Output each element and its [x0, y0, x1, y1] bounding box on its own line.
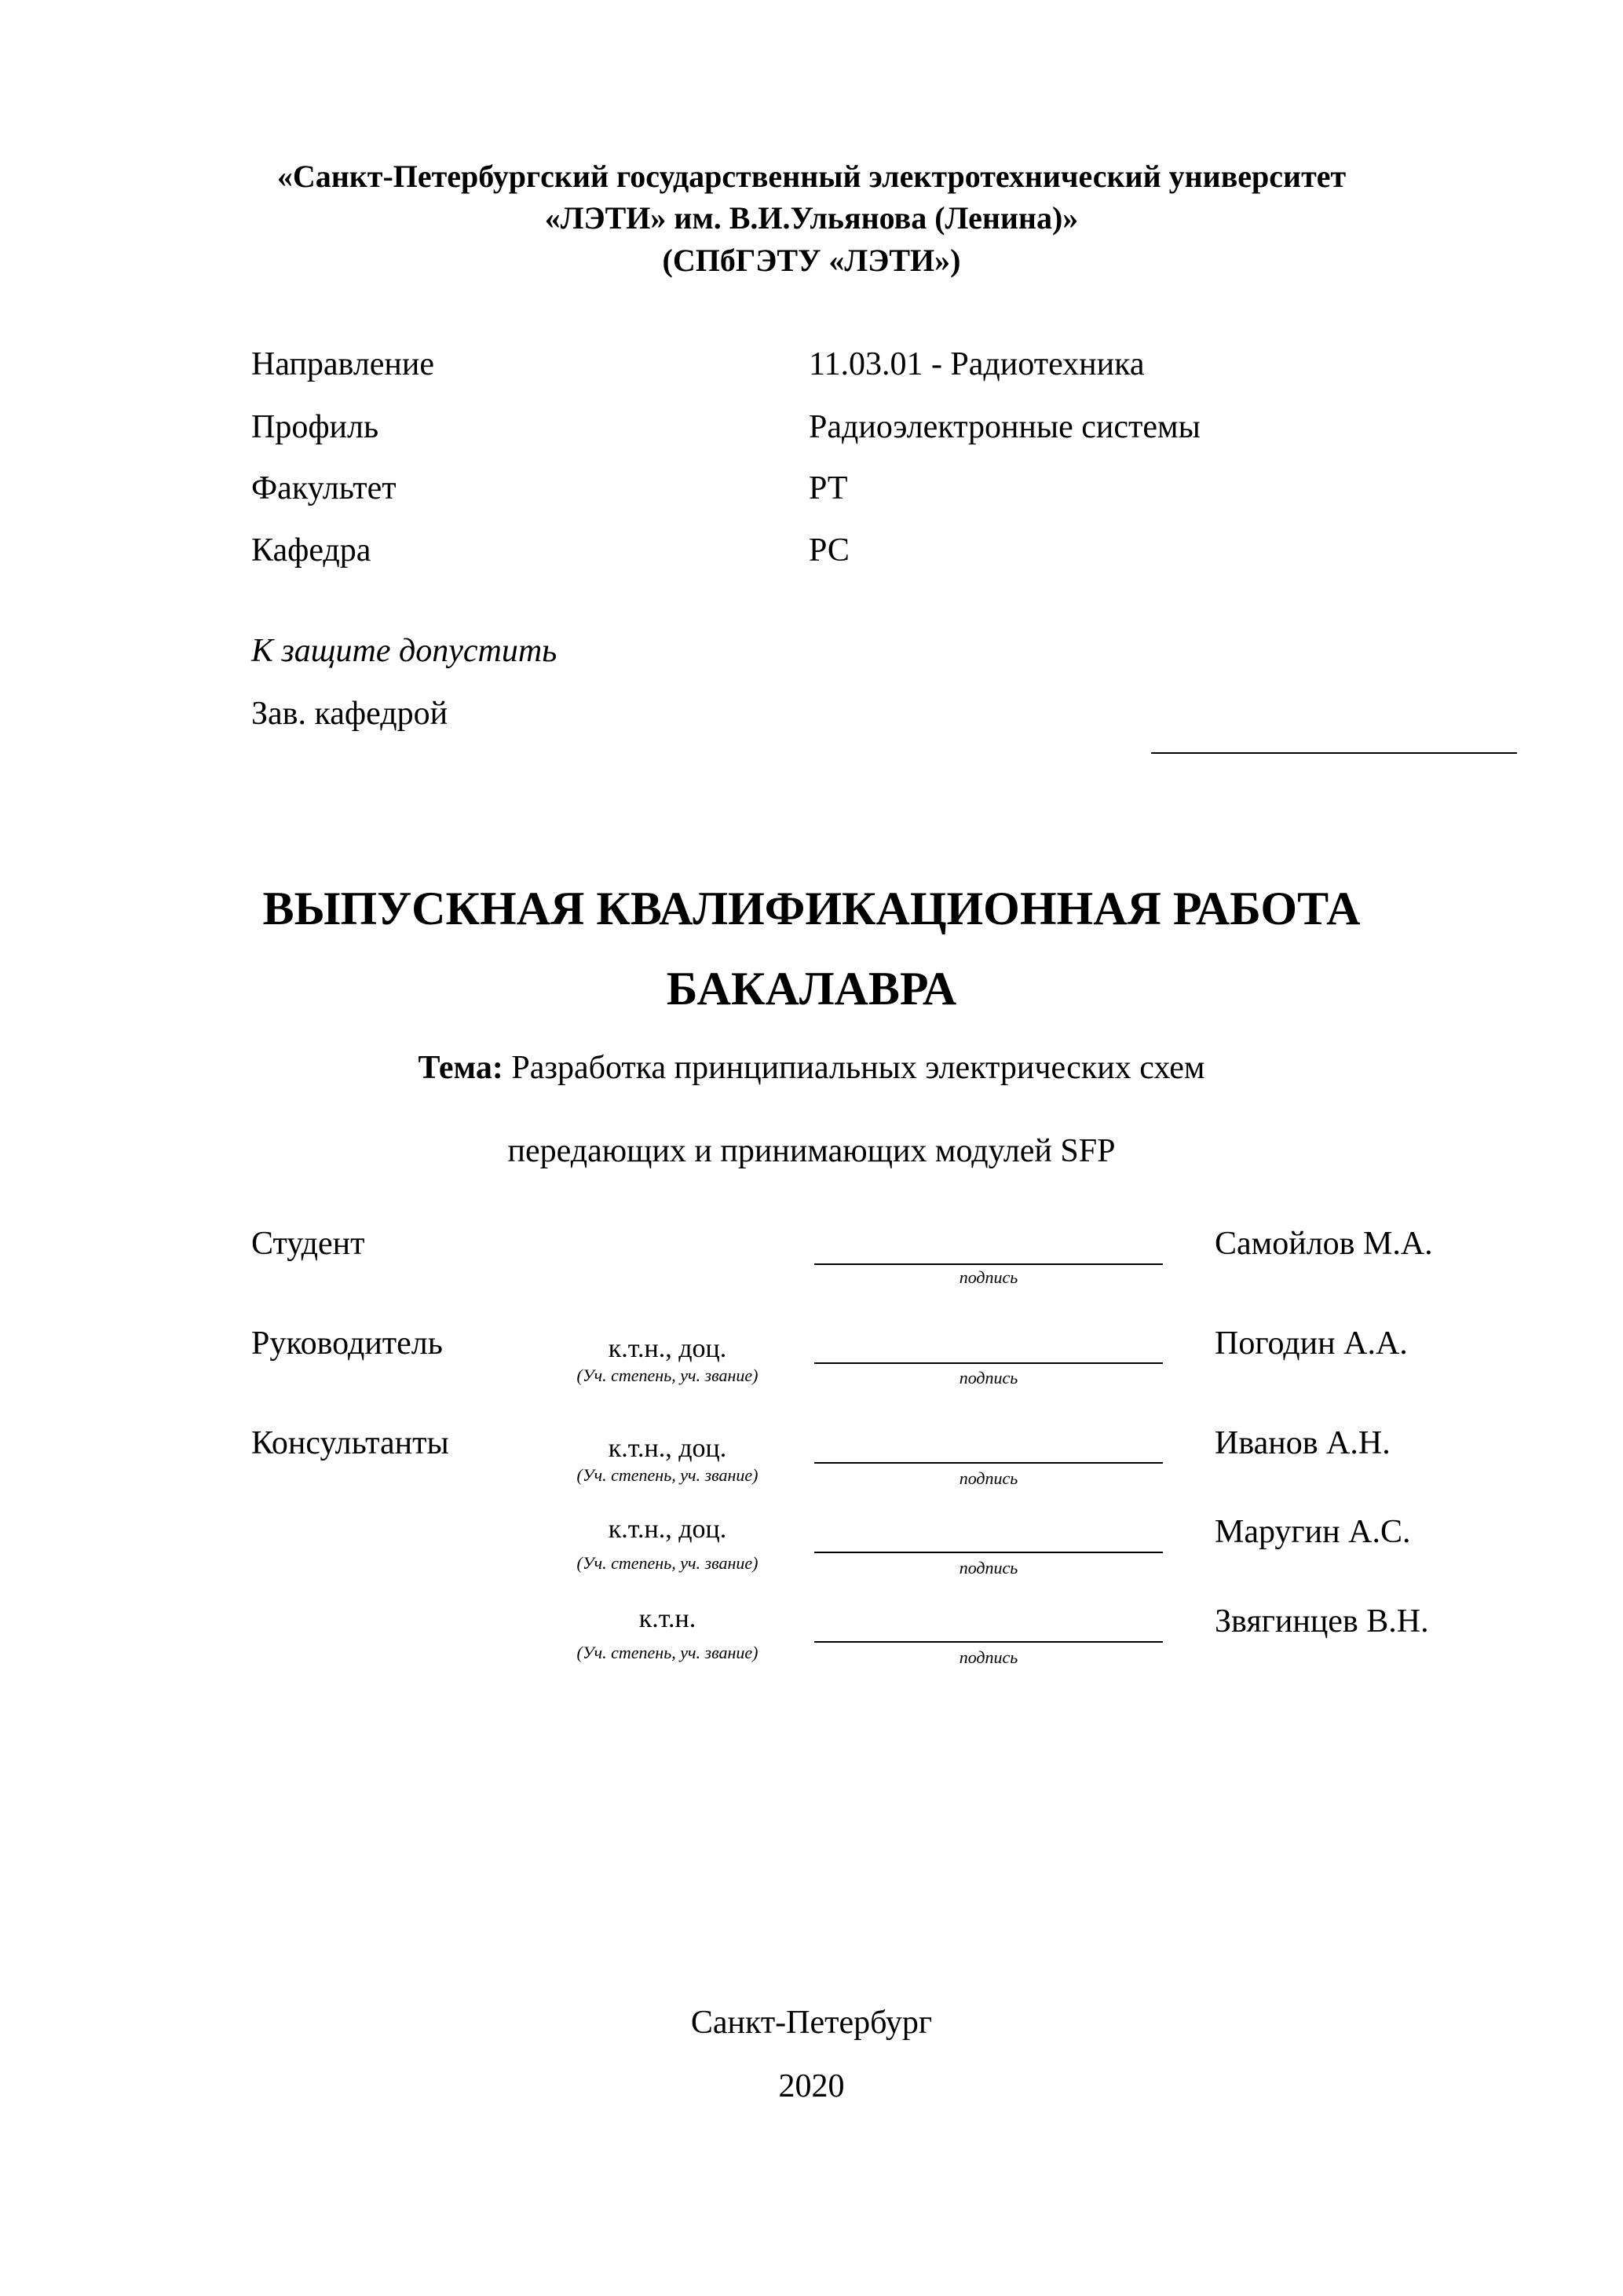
topic-label: Тема:	[418, 1050, 503, 1086]
city: Санкт-Петербург	[690, 2005, 933, 2041]
signature-hint: подпись	[959, 1558, 1018, 1578]
signature-hint: подпись	[959, 1468, 1018, 1488]
topic-line1	[0, 1048, 1623, 1088]
info-value-profile: Радиоэлектронные системы	[809, 409, 1201, 445]
info-label-faculty: Факультет	[251, 470, 397, 506]
degree-consultant-1: к.т.н., доц.	[608, 1434, 727, 1463]
info-label-direction: Направление	[251, 346, 435, 382]
degree-supervisor: к.т.н., доц.	[608, 1334, 727, 1363]
topic-text-1: Разработка принципиальных электрических схем	[503, 1050, 1205, 1086]
role-consultants: Консультанты	[251, 1425, 449, 1461]
year: 2020	[778, 2068, 845, 2104]
role-supervisor: Руководитель	[251, 1325, 443, 1362]
name-supervisor: Погодин А.А.	[1215, 1325, 1408, 1362]
work-title-line1: ВЫПУСКНАЯ КВАЛИФИКАЦИОННАЯ РАБОТА	[262, 883, 1361, 934]
degree-hint: (Уч. степень, уч. звание)	[576, 1465, 758, 1485]
signature-hint: подпись	[959, 1368, 1018, 1387]
name-consultant-1: Иванов А.Н.	[1215, 1425, 1391, 1461]
signature-hint: подпись	[959, 1267, 1018, 1287]
degree-hint: (Уч. степень, уч. звание)	[576, 1553, 758, 1573]
name-student: Самойлов М.А.	[1215, 1226, 1433, 1262]
head-signature-line	[1151, 752, 1517, 754]
signature-line-consultant-2	[814, 1552, 1163, 1553]
topic-line2: передающих и принимающих модулей SFP	[507, 1133, 1116, 1169]
name-consultant-2: Маругин А.С.	[1215, 1514, 1411, 1550]
info-label-department: Кафедра	[251, 532, 371, 569]
admit-to-defense: К защите допустить	[251, 633, 557, 669]
degree-consultant-3: к.т.н.	[638, 1604, 696, 1633]
role-student: Студент	[251, 1226, 365, 1262]
signature-line-supervisor	[814, 1362, 1163, 1364]
university-abbrev: (СПбГЭТУ «ЛЭТИ»)	[662, 243, 961, 278]
info-value-direction: 11.03.01 - Радиотехника	[809, 346, 1145, 382]
signature-line-consultant-3	[814, 1641, 1163, 1643]
info-value-department: РС	[809, 532, 850, 569]
info-label-profile: Профиль	[251, 409, 379, 445]
signature-line-consultant-1	[814, 1462, 1163, 1464]
head-of-department: Зав. кафедрой	[251, 696, 448, 732]
signature-hint: подпись	[959, 1647, 1018, 1667]
work-title-line2: БАКАЛАВРА	[666, 963, 957, 1015]
degree-hint: (Уч. степень, уч. звание)	[576, 1366, 758, 1385]
university-name-line1: «Санкт-Петербургский государственный электротехнический университет	[276, 159, 1347, 194]
degree-hint: (Уч. степень, уч. звание)	[576, 1643, 758, 1662]
signature-line-student	[814, 1263, 1163, 1265]
degree-consultant-2: к.т.н., доц.	[608, 1515, 727, 1544]
university-name-line2: «ЛЭТИ» им. В.И.Ульянова (Ленина)»	[544, 200, 1079, 236]
info-value-faculty: РТ	[809, 470, 848, 506]
name-consultant-3: Звягинцев В.Н.	[1215, 1603, 1429, 1640]
